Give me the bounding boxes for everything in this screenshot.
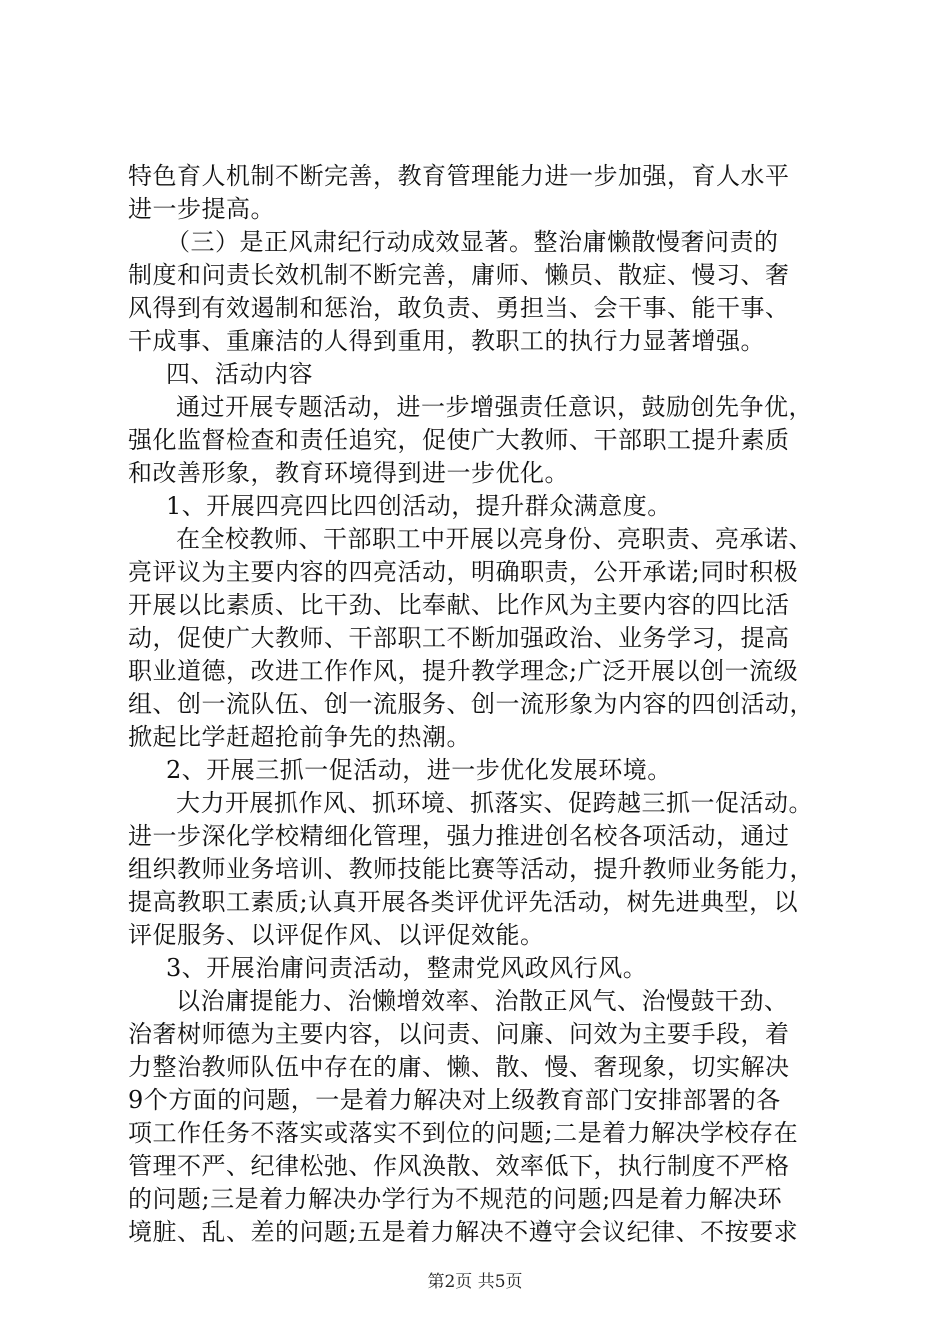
text-line: 风得到有效遏制和惩治，敢负责、勇担当、会干事、能干事、 (128, 294, 790, 322)
text-line: 力整治教师队伍中存在的庸、懒、散、慢、奢现象，切实解决 (128, 1053, 790, 1081)
paragraph-start: 以治庸提能力、治懒增效率、治散正风气、治慢鼓干劲、 (176, 987, 789, 1015)
text-line: 提高教职工素质;认真开展各类评优评先活动，树先进典型，以 (128, 888, 799, 916)
text-line: 9个方面的问题，一是着力解决对上级教育部门安排部署的各 (128, 1086, 781, 1114)
text-line: 的问题;三是着力解决办学行为不规范的问题;四是着力解决环 (128, 1185, 783, 1213)
text-line: 亮评议为主要内容的四亮活动，明确职责，公开承诺;同时积极 (128, 558, 799, 586)
text-line: 评促服务、以评促作风、以评促效能。 (128, 921, 545, 949)
paragraph-start: 在全校教师、干部职工中开展以亮身份、亮职责、亮承诺、 (176, 525, 813, 553)
text-line: 组、创一流队伍、创一流服务、创一流形象为内容的四创活动， (128, 690, 814, 718)
text-line: 开展以比素质、比干劲、比奉献、比作风为主要内容的四比活 (128, 591, 790, 619)
paragraph-start: 通过开展专题活动，进一步增强责任意识，鼓励创先争优， (176, 393, 813, 421)
text-line: 治奢树师德为主要内容，以问责、问廉、问效为主要手段，着 (128, 1020, 790, 1048)
text-line: 和改善形象，教育环境得到进一步优化。 (128, 459, 569, 487)
text-line: 境脏、乱、差的问题;五是着力解决不遵守会议纪律、不按要求 (128, 1218, 799, 1246)
section-heading: （三）是正风肃纪行动成效显著。整治庸懒散慢奢问责的 (166, 228, 779, 256)
text-line: 组织教师业务培训、教师技能比赛等活动，提升教师业务能力， (128, 855, 814, 883)
subsection-heading: 1、开展四亮四比四创活动，提升群众满意度。 (166, 492, 672, 520)
text-line: 管理不严、纪律松弛、作风涣散、效率低下，执行制度不严格 (128, 1152, 790, 1180)
document-body (128, 160, 828, 1249)
text-line: 特色育人机制不断完善，教育管理能力进一步加强，育人水平 (128, 162, 790, 190)
page-footer (0, 1270, 950, 1294)
text-line: 制度和问责长效机制不断完善，庸师、懒员、散症、慢习、奢 (128, 261, 790, 289)
text-line: 强化监督检查和责任追究，促使广大教师、干部职工提升素质 (128, 426, 790, 454)
text-line: 职业道德，改进工作作风，提升教学理念;广泛开展以创一流级 (128, 657, 799, 685)
text-line: 动，促使广大教师、干部职工不断加强政治、业务学习，提高 (128, 624, 790, 652)
text-line: 掀起比学赶超抢前争先的热潮。 (128, 723, 471, 751)
text-line: 进一步深化学校精细化管理，强力推进创名校各项活动，通过 (128, 822, 790, 850)
page-number: 第2页 共5页 (427, 1272, 523, 1292)
text-line: 项工作任务不落实或落实不到位的问题;二是着力解决学校存在 (128, 1119, 799, 1147)
text-line: 干成事、重廉洁的人得到重用，教职工的执行力显著增强。 (128, 327, 765, 355)
section-heading: 四、活动内容 (166, 360, 313, 388)
paragraph-start: 大力开展抓作风、抓环境、抓落实、促跨越三抓一促活动。 (176, 789, 813, 817)
subsection-heading: 2、开展三抓一促活动，进一步优化发展环境。 (166, 756, 672, 784)
text-line: 进一步提高。 (128, 195, 275, 223)
subsection-heading: 3、开展治庸问责活动，整肃党风政风行风。 (166, 954, 648, 982)
